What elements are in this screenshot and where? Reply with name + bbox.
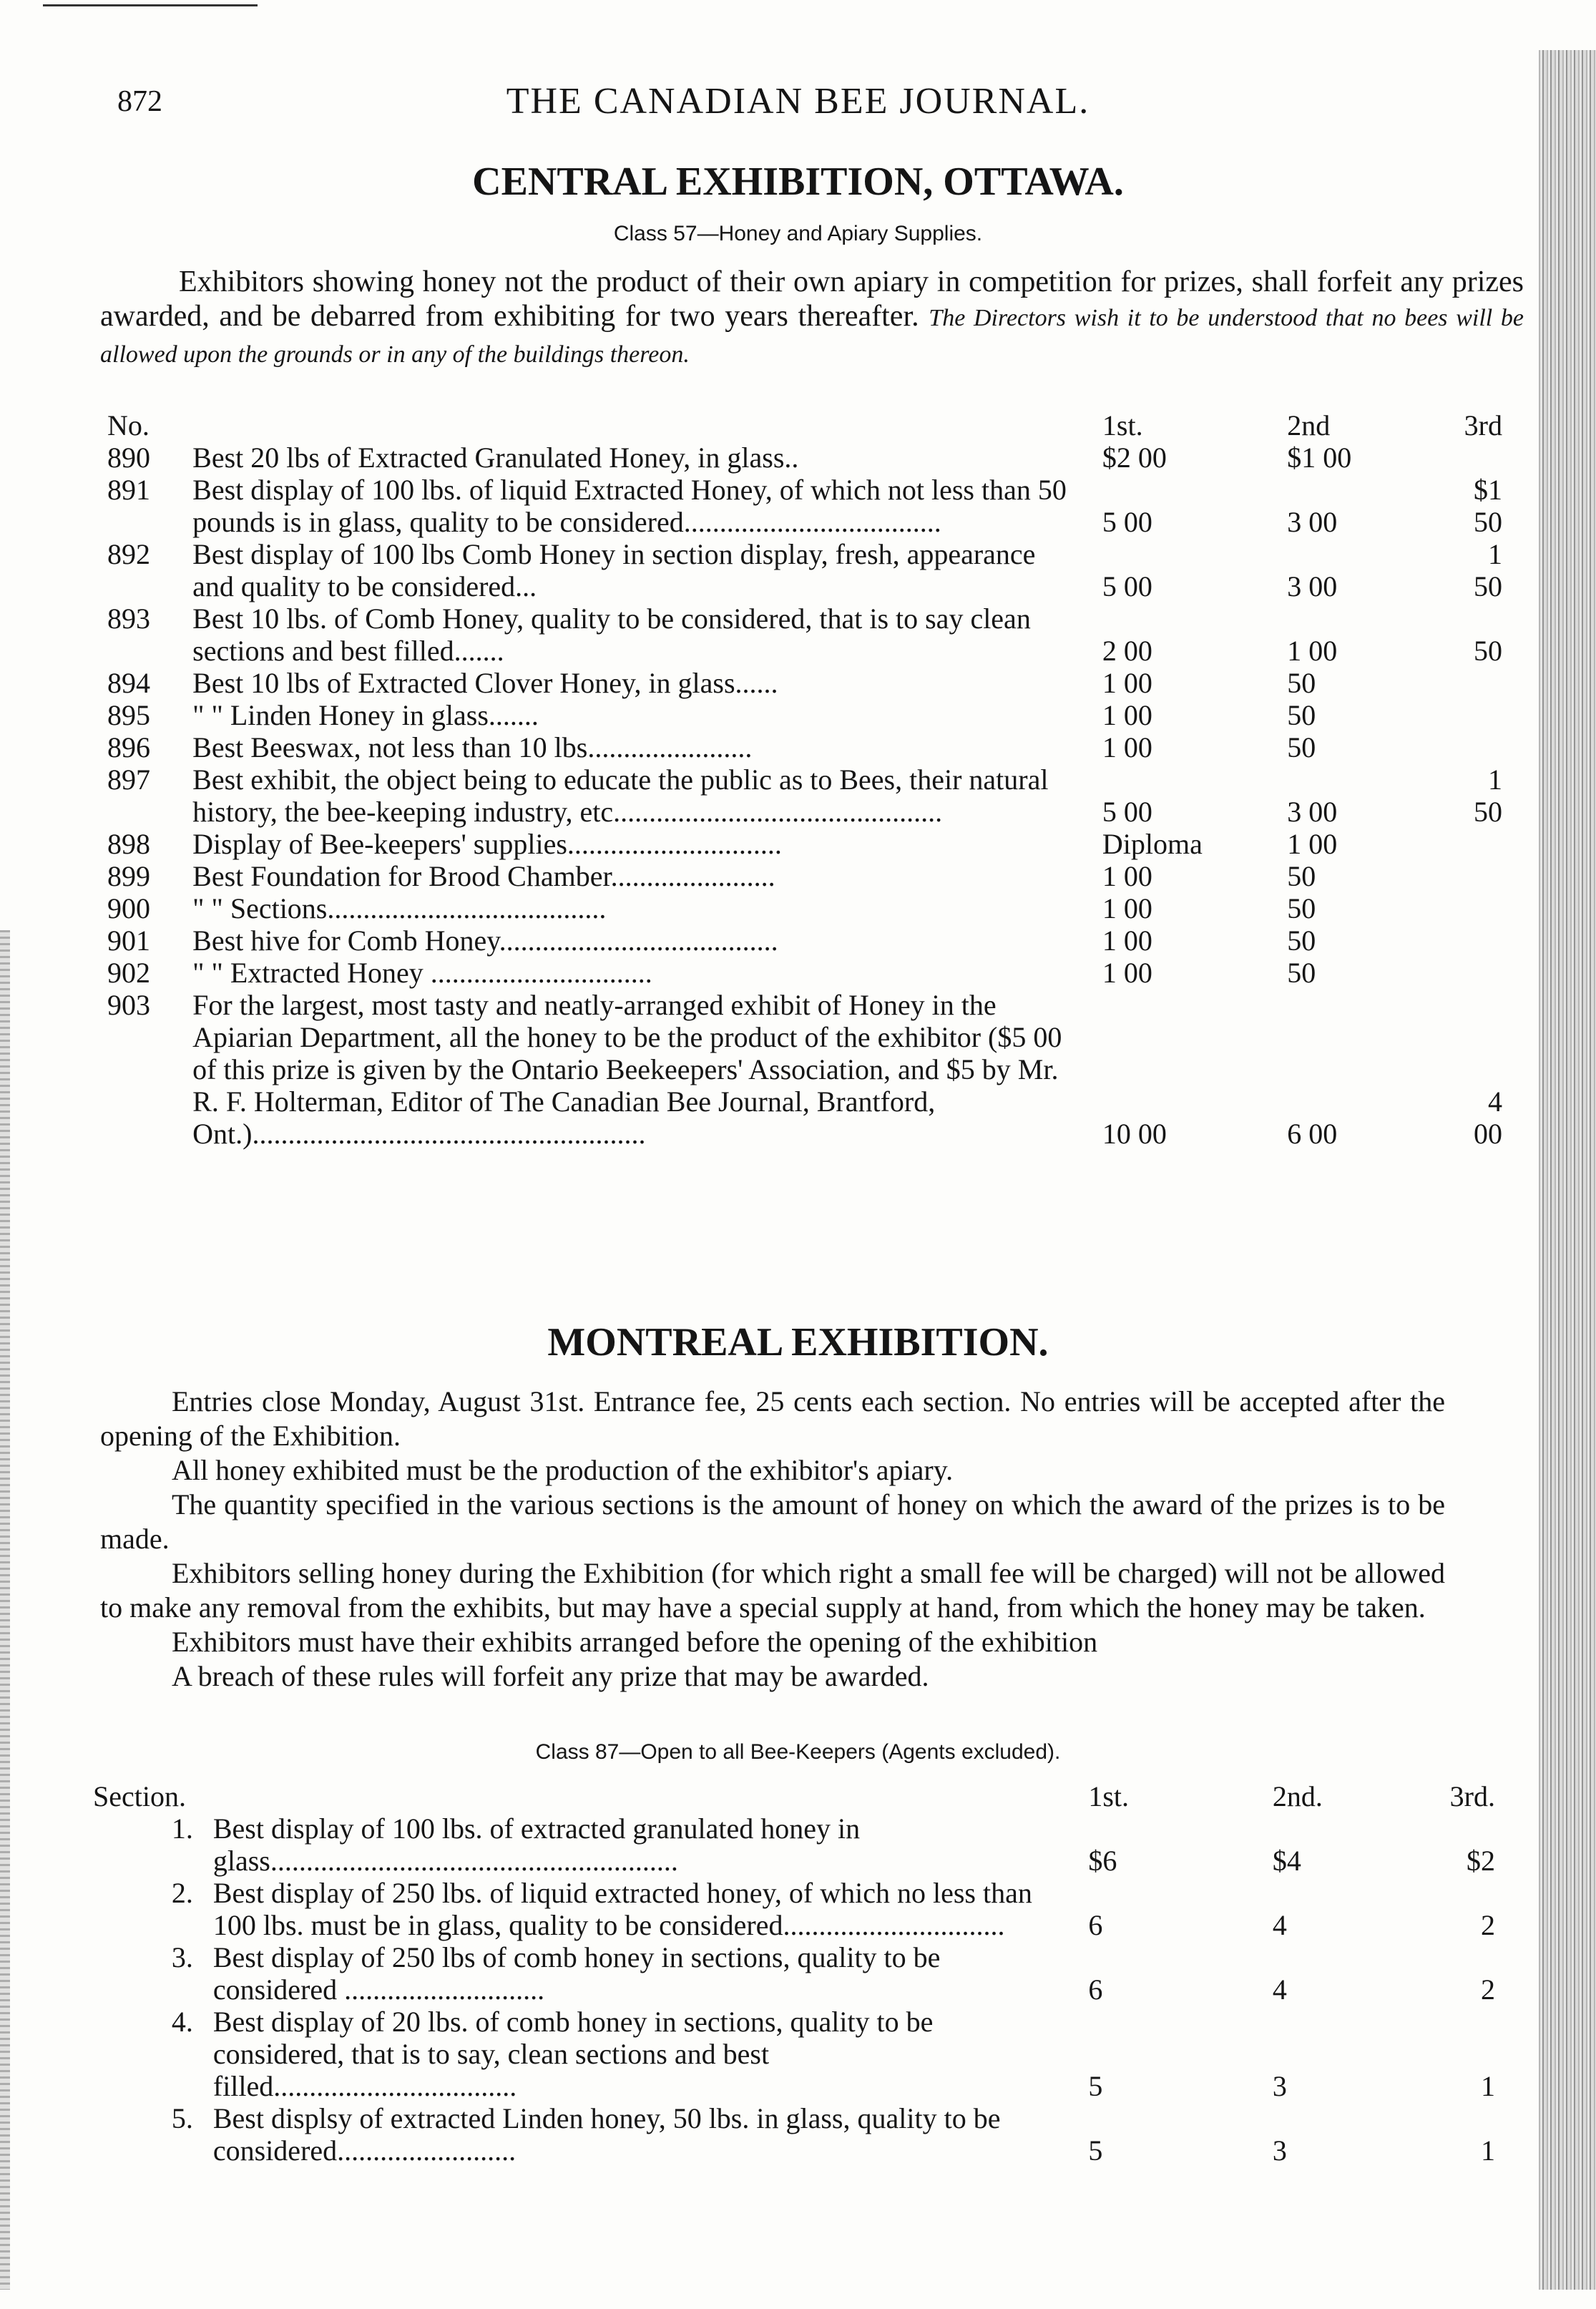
entry-number: 902 — [107, 957, 150, 989]
entry-description: Best hive for Comb Honey....................................... — [192, 924, 778, 957]
second-prize: 3 — [1272, 2134, 1287, 2167]
montreal-rule-paragraph: Entries close Monday, August 31st. Entrance fee, 25 cents each section. No entries will be accepted after the opening of the Exhibition. — [100, 1385, 1445, 1452]
table-row — [93, 1877, 1495, 1941]
third-prize — [1464, 699, 1502, 731]
first-prize: 1 00 — [1102, 699, 1152, 731]
third-prize: 1 50 — [1474, 763, 1502, 828]
entry-description: Best display of 250 lbs. of liquid extracted honey, of which no less than 100 lbs. must be in glass, quality to be considered............................... — [212, 1877, 1032, 1941]
first-prize: 5 00 — [1102, 570, 1152, 602]
second-prize: 6 00 — [1287, 1118, 1338, 1150]
entry-number: 4. — [171, 2006, 193, 2038]
second-prize: 50 — [1287, 924, 1316, 957]
first-prize: 5 00 — [1102, 506, 1152, 538]
second-prize: 1 00 — [1287, 828, 1338, 860]
page-edge-scan-artifact — [1539, 50, 1596, 2290]
entry-number: 3. — [171, 1941, 193, 1973]
table-row — [107, 699, 1502, 731]
ottawa-intro — [100, 265, 1524, 372]
montreal-rule-paragraph: All honey exhibited must be the production of the exhibitor's apiary. — [172, 1454, 954, 1486]
table-row — [107, 957, 1502, 989]
second-prize: 3 00 — [1287, 796, 1338, 828]
entry-description: Best exhibit, the object being to educate the public as to Bees, their natural history, the bee-keeping industry, etc.............................................. — [192, 763, 1049, 828]
entry-description: Best display of 100 lbs Comb Honey in section display, fresh, appearance and quality to be considered... — [192, 538, 1036, 602]
first-prize: 1 00 — [1102, 860, 1152, 892]
entry-description: Best display of 250 lbs of comb honey in sections, quality to be considered ............................ — [212, 1941, 941, 2006]
entry-number: 903 — [107, 989, 150, 1021]
third-prize: 1 — [1481, 2070, 1495, 2102]
table-row — [93, 2006, 1495, 2102]
left-edge-scan-artifact — [0, 930, 10, 2290]
entry-description: Best display of 20 lbs. of comb honey in sections, quality to be considered, that is to say, clean sections and best filled.................................. — [212, 2006, 934, 2102]
montreal-class-line: Class 87—Open to all Bee-Keepers (Agents excluded). — [535, 1740, 1061, 1764]
montreal-heading: MONTREAL EXHIBITION. — [547, 1320, 1049, 1365]
entry-number: 1. — [171, 1812, 193, 1845]
montreal-rules — [100, 1385, 1445, 1694]
table-row — [107, 989, 1502, 1150]
table-row — [107, 474, 1502, 538]
entry-number: 901 — [107, 924, 150, 957]
ottawa-directors-note: The Directors wish it to be understood that no bees will be allowed upon the grounds or in any of the buildings thereon. — [100, 305, 1524, 368]
first-prize: 5 00 — [1102, 796, 1152, 828]
third-prize — [1464, 441, 1502, 474]
third-prize: $1 50 — [1474, 474, 1502, 538]
header-section: Section. — [93, 1780, 186, 1812]
header-first: 1st. — [1088, 1780, 1129, 1812]
entry-description: " " Linden Honey in glass....... — [192, 699, 539, 731]
header-second: 2nd — [1287, 409, 1331, 441]
table-row — [107, 892, 1502, 924]
table-row — [107, 602, 1502, 667]
second-prize: 50 — [1287, 699, 1316, 731]
header-first: 1st. — [1102, 409, 1143, 441]
third-prize — [1464, 892, 1502, 924]
entry-number: 898 — [107, 828, 150, 860]
third-prize — [1464, 957, 1502, 989]
entry-description: Best 20 lbs of Extracted Granulated Honey, in glass.. — [192, 441, 799, 474]
header-third: 3rd — [1464, 409, 1502, 441]
entry-description: Best Beeswax, not less than 10 lbs....................... — [192, 731, 753, 763]
second-prize: 4 — [1272, 1973, 1287, 2006]
montreal-prize-table — [93, 1780, 1495, 2167]
first-prize: 5 — [1088, 2070, 1103, 2102]
entry-number: 893 — [107, 602, 150, 635]
montreal-rule-paragraph: A breach of these rules will forfeit any prize that may be awarded. — [172, 1660, 929, 1692]
third-prize — [1464, 828, 1502, 860]
entry-description: Best displsy of extracted Linden honey, 50 lbs. in glass, quality to be considered......................... — [212, 2102, 1001, 2167]
first-prize: 6 — [1088, 1909, 1103, 1941]
table-row — [107, 667, 1502, 699]
montreal-rule-paragraph: Exhibitors must have their exhibits arranged before the opening of the exhibition — [172, 1626, 1098, 1658]
first-prize: 1 00 — [1102, 667, 1152, 699]
first-prize: 1 00 — [1102, 731, 1152, 763]
second-prize: 3 00 — [1287, 570, 1338, 602]
entry-description: Display of Bee-keepers' supplies.............................. — [192, 828, 782, 860]
table-row — [93, 2102, 1495, 2167]
first-prize: 5 — [1088, 2134, 1103, 2167]
entry-description: Best display of 100 lbs. of liquid Extracted Honey, of which not less than 50 pounds is in glass, quality to be considered.................................... — [192, 474, 1067, 538]
second-prize: $1 00 — [1287, 441, 1352, 474]
entry-number: 890 — [107, 441, 150, 474]
header-no: No. — [107, 409, 150, 441]
third-prize: $2 — [1467, 1845, 1495, 1877]
second-prize: 50 — [1287, 667, 1316, 699]
second-prize: 3 00 — [1287, 506, 1338, 538]
ottawa-class-line: Class 57—Honey and Apiary Supplies. — [613, 222, 983, 245]
entry-description: Best 10 lbs of Extracted Clover Honey, in glass...... — [192, 667, 778, 699]
table-row — [107, 828, 1502, 860]
header-third: 3rd. — [1449, 1780, 1495, 1812]
ottawa-table-header — [107, 409, 1502, 441]
third-prize — [1464, 731, 1502, 763]
header-second: 2nd. — [1272, 1780, 1323, 1812]
third-prize: 4 00 — [1474, 1085, 1502, 1150]
entry-number: 5. — [171, 2102, 193, 2134]
second-prize: 50 — [1287, 731, 1316, 763]
table-row — [107, 860, 1502, 892]
entry-number: 2. — [171, 1877, 193, 1909]
page-number: 872 — [117, 85, 162, 118]
second-prize: 1 00 — [1287, 635, 1338, 667]
entry-number: 891 — [107, 474, 150, 506]
journal-title: THE CANADIAN BEE JOURNAL. — [506, 81, 1090, 122]
entry-description: Best 10 lbs. of Comb Honey, quality to be considered, that is to say clean sections and best filled....... — [192, 602, 1031, 667]
table-row — [107, 538, 1502, 602]
table-row — [107, 731, 1502, 763]
second-prize: $4 — [1272, 1845, 1301, 1877]
entry-description: For the largest, most tasty and neatly-arranged exhibit of Honey in the Apiarian Department, all the honey to be the product of the exhibitor ($5 00 of this prize is given by the Ontario Beekeepers' Association, and $5 by Mr. R. F. Holterman, Editor of The Canadian Bee Journal, Brantford, Ont.)....................................................... — [192, 989, 1062, 1150]
third-prize — [1464, 860, 1502, 892]
first-prize: 1 00 — [1102, 924, 1152, 957]
ottawa-heading: CENTRAL EXHIBITION, OTTAWA. — [472, 160, 1124, 204]
first-prize: 10 00 — [1102, 1118, 1167, 1150]
first-prize: 1 00 — [1102, 957, 1152, 989]
second-prize: 50 — [1287, 957, 1316, 989]
montreal-rule-paragraph: The quantity specified in the various sections is the amount of honey on which the award of the prizes is to be made. — [100, 1488, 1445, 1555]
entry-number: 896 — [107, 731, 150, 763]
second-prize: 3 — [1272, 2070, 1287, 2102]
third-prize — [1464, 667, 1502, 699]
first-prize: $2 00 — [1102, 441, 1167, 474]
entry-number: 895 — [107, 699, 150, 731]
entry-number: 892 — [107, 538, 150, 570]
table-row — [93, 1812, 1495, 1877]
entry-description: " " Sections....................................... — [192, 892, 607, 924]
second-prize: 4 — [1272, 1909, 1287, 1941]
montreal-rows — [93, 1812, 1495, 2167]
table-row — [107, 441, 1502, 474]
third-prize: 2 — [1481, 1909, 1495, 1941]
entry-number: 897 — [107, 763, 150, 796]
entry-number: 894 — [107, 667, 150, 699]
table-row — [93, 1941, 1495, 2006]
first-prize: 1 00 — [1102, 892, 1152, 924]
ottawa-intro-text: Exhibitors showing honey not the product of their own apiary in competition for prizes, shall forfeit any prizes awarded, and be debarred from exhibiting for two years thereafter. — [100, 265, 1524, 333]
first-prize: Diploma — [1102, 828, 1203, 860]
second-prize: 50 — [1287, 860, 1316, 892]
entry-number: 900 — [107, 892, 150, 924]
third-prize: 1 50 — [1474, 538, 1502, 602]
second-prize: 50 — [1287, 892, 1316, 924]
first-prize: 2 00 — [1102, 635, 1152, 667]
entry-description: Best Foundation for Brood Chamber....................... — [192, 860, 775, 892]
first-prize: 6 — [1088, 1973, 1103, 2006]
entry-number: 899 — [107, 860, 150, 892]
entry-description: Best display of 100 lbs. of extracted granulated honey in glass......................................................... — [212, 1812, 861, 1877]
ottawa-rows — [107, 441, 1502, 1150]
third-prize: 1 — [1481, 2134, 1495, 2167]
top-rule — [43, 4, 258, 6]
montreal-rule-paragraph: Exhibitors selling honey during the Exhibition (for which right a small fee will be charged) will not be allowed to make any removal from the exhibits, but may have a special supply at hand, from which the honey may be taken. — [100, 1557, 1445, 1624]
third-prize: 2 — [1481, 1973, 1495, 2006]
table-row — [107, 763, 1502, 828]
table-row — [107, 924, 1502, 957]
third-prize — [1464, 924, 1502, 957]
ottawa-prize-table — [107, 409, 1502, 1150]
montreal-table-header — [93, 1780, 1495, 1812]
first-prize: $6 — [1088, 1845, 1117, 1877]
third-prize: 50 — [1474, 635, 1502, 667]
entry-description: " " Extracted Honey ............................... — [192, 957, 652, 989]
